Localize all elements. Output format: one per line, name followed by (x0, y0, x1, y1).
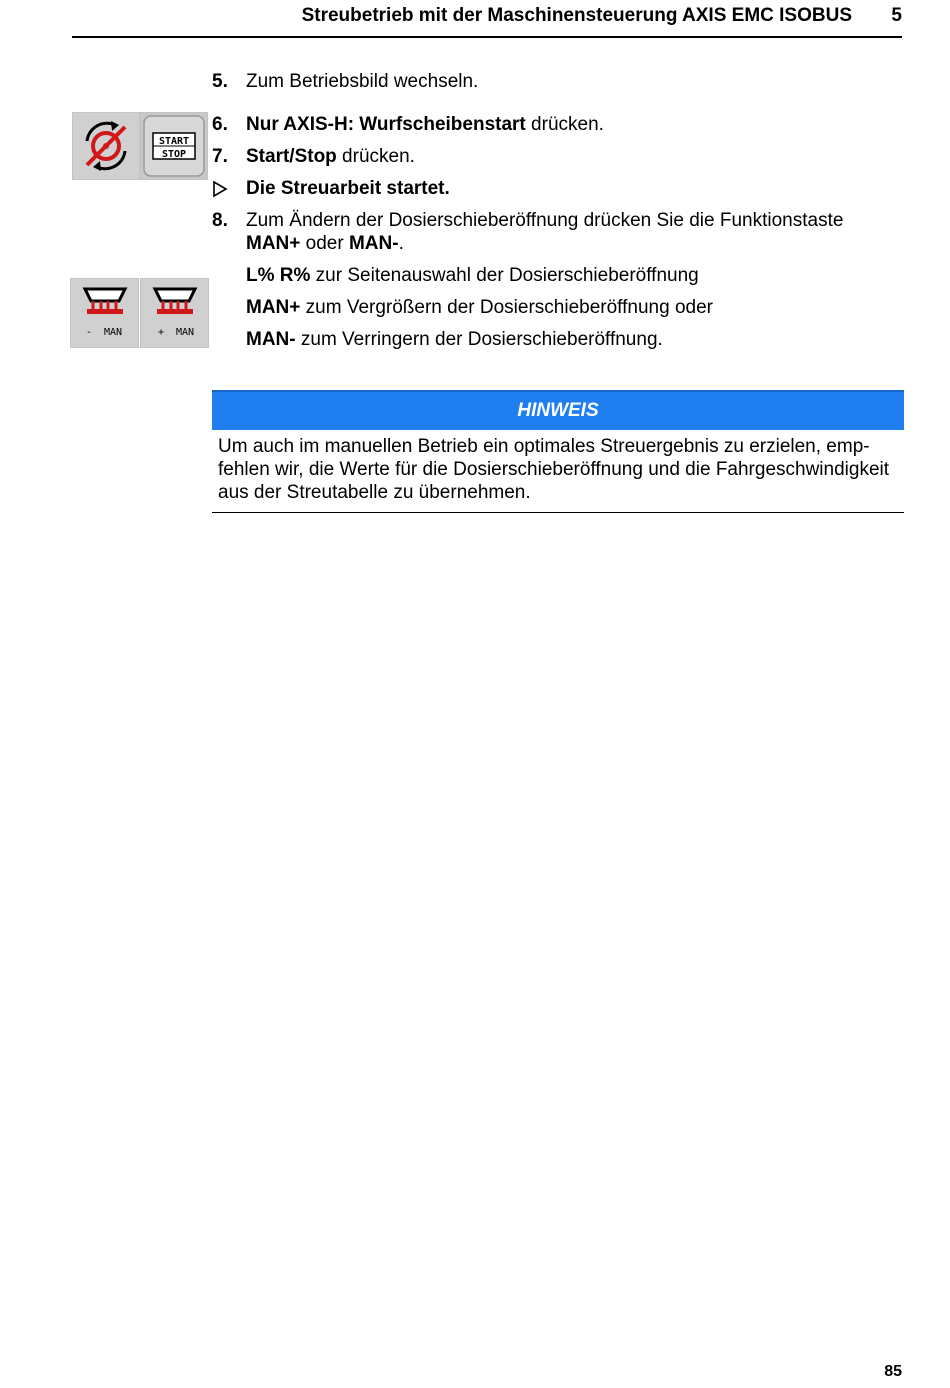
spreader-man-plus-icon (141, 279, 208, 347)
sub-item-rest: zum Vergrößern der Dosierschieberöffnung oder (300, 297, 713, 318)
stop-label: STOP (161, 149, 187, 160)
start-stop-icon (141, 113, 207, 179)
start-stop-button[interactable] (140, 112, 208, 180)
note-body (212, 430, 904, 513)
step-number: 5. (212, 71, 228, 92)
step-text (246, 113, 886, 136)
chapter-number: 5 (891, 5, 902, 26)
sub-item-rest: zum Verringern der Dosierschieberöffnung. (295, 329, 663, 350)
step-number: 8. (212, 210, 228, 231)
man-minus-label: - MAN (85, 327, 123, 338)
note-line: Um auch im manuellen Betrieb ein optimales Streuergebnis zu erzielen, emp- (218, 436, 870, 457)
note-line: fehlen wir, die Werte für die Dosierschieberöffnung und die Fahrgeschwindigkeit (218, 459, 890, 480)
step-rest-text: drücken. (336, 146, 415, 167)
step-bold-text: Start/Stop (246, 146, 337, 167)
man-minus-button[interactable] (70, 278, 139, 348)
disc-rotation-icon (73, 113, 139, 179)
result-triangle-icon (212, 180, 228, 204)
man-plus-label: + MAN (157, 327, 195, 338)
step-text-line1: Zum Ändern der Dosierschieberöffnung drücken Sie die Funktionstaste (246, 210, 844, 231)
sub-item-bold: L% R% (246, 265, 311, 286)
disc-start-button[interactable] (72, 112, 140, 180)
sub-item-bold: MAN+ (246, 297, 301, 318)
sub-item-text (246, 328, 886, 351)
step-text (246, 145, 886, 168)
step-text: Zum Betriebsbild wechseln. (246, 71, 479, 92)
sub-item-bold: MAN- (246, 329, 296, 350)
step-number: 7. (212, 146, 228, 167)
step-mid-text: oder (300, 233, 349, 254)
note-line: aus der Streutabelle zu übernehmen. (218, 482, 531, 503)
page-number: 85 (884, 1363, 902, 1380)
header-title: Streubetrieb mit der Maschinensteuerung AXIS EMC ISOBUS (301, 5, 852, 26)
result-text: Die Streuarbeit startet. (246, 178, 450, 199)
step-end-text: . (398, 233, 404, 254)
sub-item-text (246, 264, 886, 287)
man-plus-button[interactable] (140, 278, 209, 348)
page-header (72, 0, 902, 38)
man-minus-key: MAN- (348, 233, 399, 254)
step-bold-text: Nur AXIS-H: Wurfscheibenstart (246, 114, 526, 135)
start-label: START (158, 136, 190, 147)
sub-item-text (246, 296, 886, 319)
note-box (212, 390, 904, 513)
note-title: HINWEIS (212, 390, 904, 430)
spreader-man-minus-icon (71, 279, 138, 347)
sub-item-rest: zur Seitenauswahl der Dosierschieberöffnung (310, 265, 699, 286)
step-text-line2 (246, 232, 886, 255)
step-number: 6. (212, 114, 228, 135)
step-rest-text: drücken. (525, 114, 604, 135)
man-plus-key: MAN+ (246, 233, 301, 254)
